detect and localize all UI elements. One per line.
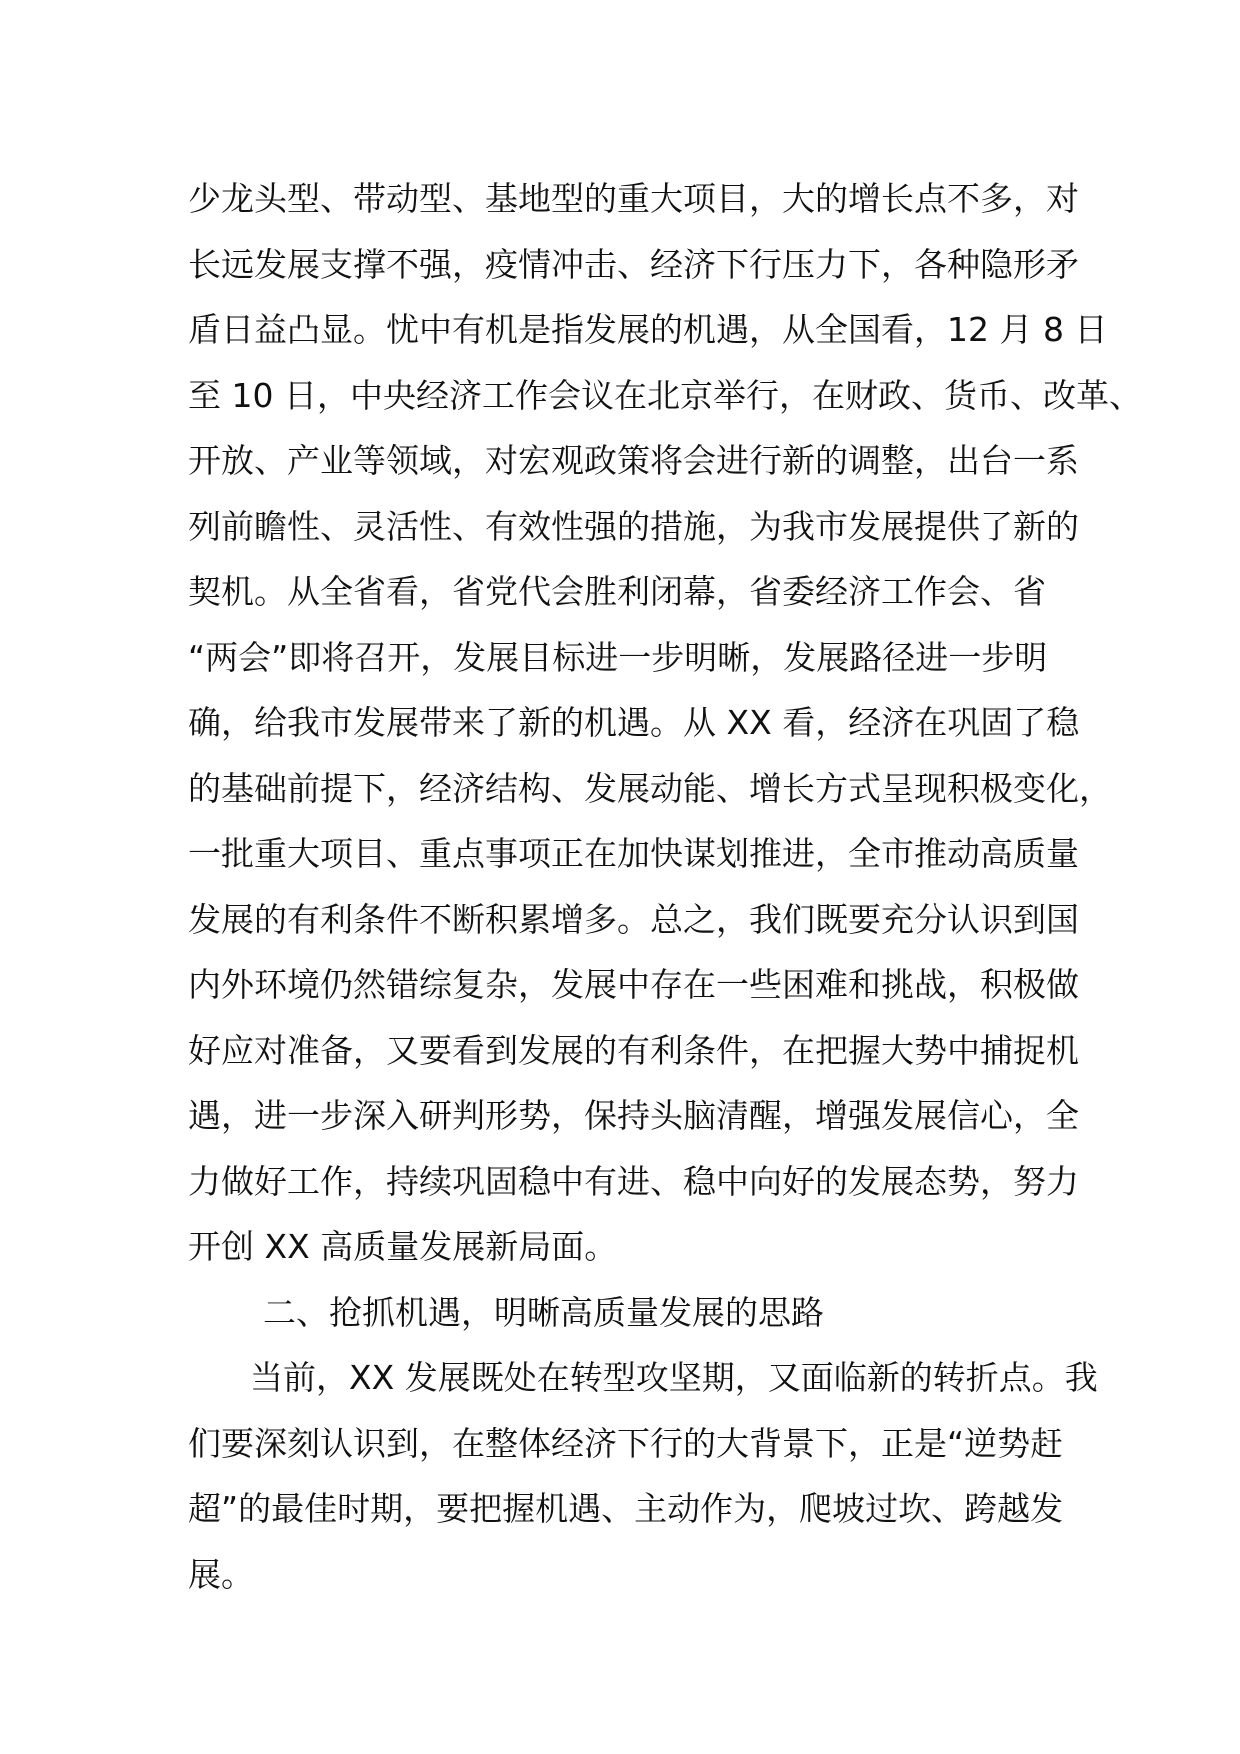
text-line: 契机。从全省看，省党代会胜利闭幕，省委经济工作会、省 xyxy=(188,572,1046,611)
paragraph-1 xyxy=(188,166,1142,1280)
text-line: 们要深刻认识到，在整体经济下行的大背景下，正是“逆势赶 xyxy=(188,1423,1064,1463)
document-body xyxy=(188,166,1142,1607)
text-line: 当前，XX 发展既处在转型攻坚期，又面临新的转折点。我 xyxy=(250,1358,1098,1397)
text-line: 少龙头型、带动型、基地型的重大项目，大的增长点不多，对 xyxy=(188,179,1079,218)
text-line: “两会”即将召开，发展目标进一步明晰，发展路径进一步明 xyxy=(188,637,1048,677)
text-line: 超”的最佳时期，要把握机遇、主动作为，爬坡过坎、跨越发 xyxy=(188,1489,1064,1528)
text-line: 力做好工作，持续巩固稳中有进、稳中向好的发展态势，努力 xyxy=(188,1161,1079,1201)
text-line: 好应对准备，又要看到发展的有利条件，在把握大势中捕捉机 xyxy=(188,1030,1079,1070)
text-line: 列前瞻性、灵活性、有效性强的措施，为我市发展提供了新的 xyxy=(188,506,1079,546)
section-heading: 二、抢抓机遇，明晰高质量发展的思路 xyxy=(263,1292,824,1332)
text-line: 内外环境仍然错综复杂，发展中存在一些困难和挑战，积极做 xyxy=(188,965,1079,1004)
text-line: 至 10 日，中央经济工作会议在北京举行，在财政、货币、改革、 xyxy=(188,375,1142,415)
text-line: 长远发展支撑不强，疫情冲击、经济下行压力下，各种隐形矛 xyxy=(188,244,1079,284)
text-line: 发展的有利条件不断积累增多。总之，我们既要充分认识到国 xyxy=(188,899,1079,939)
text-line: 确，给我市发展带来了新的机遇。从 XX 看，经济在巩固了稳 xyxy=(188,703,1080,742)
paragraph-2 xyxy=(188,1345,1098,1607)
text-line: 展。 xyxy=(188,1554,254,1594)
text-line: 开放、产业等领域，对宏观政策将会进行新的调整，出台一系 xyxy=(188,441,1079,480)
text-line: 盾日益凸显。忧中有机是指发展的机遇，从全国看，12 月 8 日 xyxy=(188,310,1108,349)
text-line: 的基础前提下，经济结构、发展动能、增长方式呈现积极变化， xyxy=(188,768,1112,808)
text-line: 一批重大项目、重点事项正在加快谋划推进，全市推动高质量 xyxy=(188,834,1079,873)
text-line: 遇，进一步深入研判形势，保持头脑清醒，增强发展信心，全 xyxy=(188,1096,1079,1135)
text-line: 开创 XX 高质量发展新局面。 xyxy=(188,1227,618,1266)
